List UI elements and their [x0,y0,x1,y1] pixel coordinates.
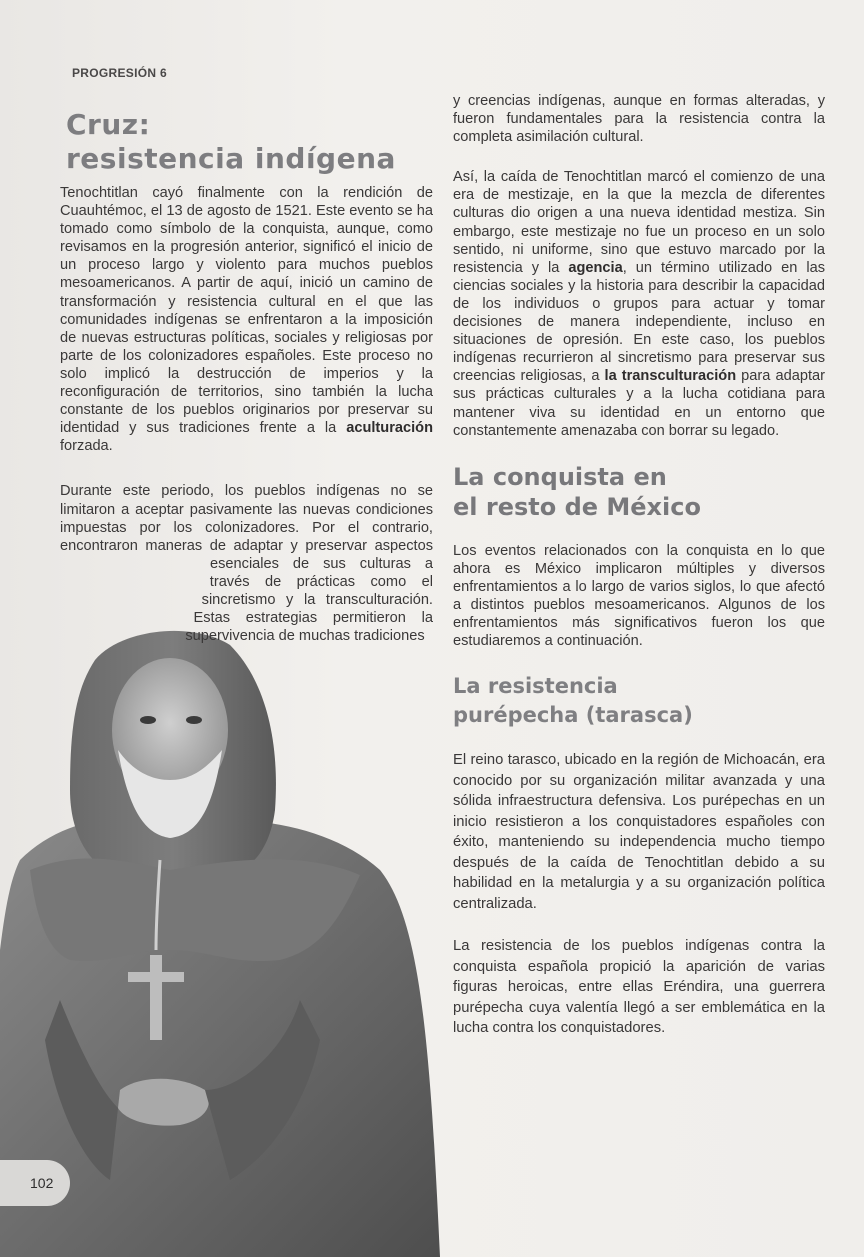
cape-shape [30,858,360,961]
subsection-heading: La resistencia purépecha (tarasca) [453,674,693,728]
section-heading: La conquista en el resto de México [453,462,701,521]
cross-icon [150,955,162,1040]
paragraph: La resistencia de los pueblos indígenas contra la conquista española propició la aparición de varias figuras heroicas, entre ellas Eréndira, una guerrera purépecha cuya valentía llegó a ser emblemática en la lucha contra los conquistadores. [453,938,825,1037]
paragraph: El reino tarasco, ubicado en la región de Michoacán, era conocido por su organización militar avanzada y una sólida infraestructura defensiva. Los purépechas en un inicio resistieron a los conquistadores españoles con éxito, manteniendo su independencia mucho tiempo después de la caída de Tenochtitlan debido a su habilidad en la metalurgia y a su organización política centralizada. [453,752,825,912]
paragraph: Así, la caída de Tenochtitlan marcó el comienzo de una era de mestizaje, en la que la mezcla de diferentes culturas dio origen a una nueva identidad mestiza. Sin embargo, este mestizaje no fue un proceso en un solo sentido, ni uniforme, sino que estuvo marcado por la resistencia y la agencia, un término utilizado en las ciencias sociales y la historia para describir la capacidad de los individuos o grupos para actuar y tomar decisiones de manera independiente, incluso en situaciones de opresión. En este caso, los pueblos indígenas recurrieron al sincretismo para preservar sus creencias religiosas, a la transculturación para adaptar sus prácticas culturales y a la lucha cotidiana para mantener viva su identidad en un entorno que constantemente amenazaba con borrar su legado. [453,169,826,439]
bold-term-agencia: agencia [568,259,623,276]
bold-term-aculturacion: aculturación [346,420,433,437]
paragraph: y creencias indígenas, aunque en formas alteradas, y fueron fundamentales para la resistencia contra la completa asimilación cultural. [453,93,825,146]
hands-shape [118,1079,209,1126]
left-column [60,184,433,772]
paragraph: Los eventos relacionados con la conquista en lo que ahora es México implicaron múltiples y diversos enfrentamientos a lo largo de varios siglos, lo que afectó a distintos pueblos mesoamericanos. Algunos de los enfrentamientos más significativos fueron los que estudiaremos a continuación. [453,542,825,650]
paragraph-wrapped: Durante este periodo, los pueblos indígenas no se limitaron a aceptar pasivamente las nuevas condiciones impuestas por los colonizadores. Por el contrario, encontraron maneras de adaptar y preservar aspectos esenciales de sus culturas a través de prácticas como el sincretismo y la transculturación. Estas estrategias permitieron la supervivencia de muchas tradiciones [60,483,433,645]
bold-term-transculturacion: la transculturación [604,368,737,385]
running-head: PROGRESIÓN 6 [72,66,167,80]
paragraph: Tenochtitlan cayó finalmente con la rendición de Cuauhtémoc, el 13 de agosto de 1521. Este evento se ha tomado como símbolo de la conquista, aunque, como revisamos en la progresión anterior, significó el inicio de un proceso largo y violento para muchos pueblos mesoamericanos. A partir de aquí, inició un camino de transformación y resistencia cultural en el que las comunidades indígenas se enfrentaron a la imposición de nuevas estructuras políticas, sociales y religiosas por parte de los colonizadores españoles. Este proceso no solo implicó la destrucción de imperios y la reconfiguración de territorios, sino también la lucha constante de los pueblos originarios por preservar su identidad y sus tradiciones frente a la aculturación forzada. [60,185,433,455]
page-number: 102 [0,1160,70,1206]
right-column [453,92,825,1061]
title-line-2: resistencia indígena [66,142,396,175]
title-line-1: Cruz: [66,108,151,141]
page-title [66,108,396,176]
